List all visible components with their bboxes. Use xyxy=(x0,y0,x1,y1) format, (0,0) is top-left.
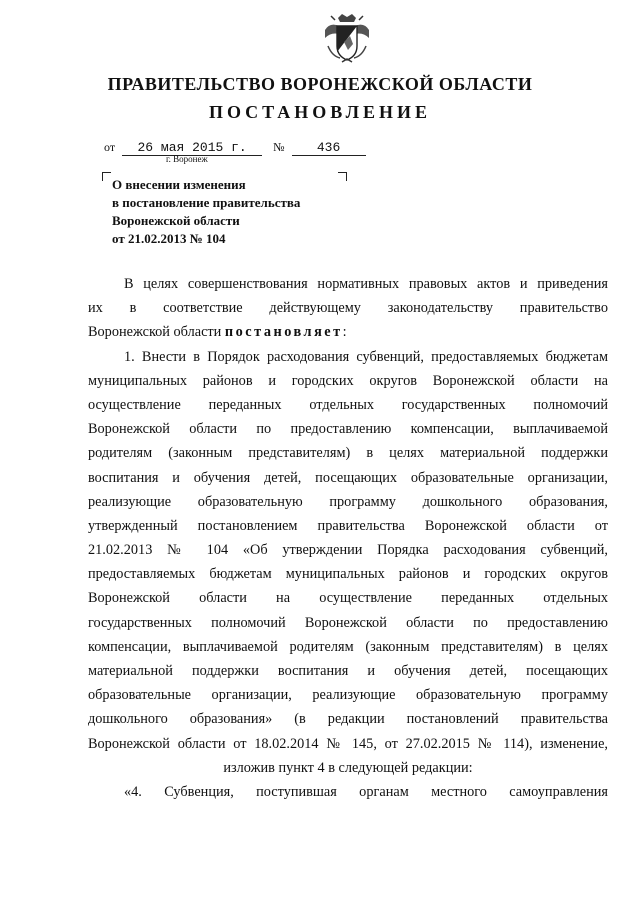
date-prefix: от xyxy=(104,140,116,154)
subject-line: от 21.02.2013 № 104 xyxy=(112,231,226,246)
body-line: муниципальных районов и городских округов Воронежской области на xyxy=(88,372,608,389)
preamble-end: Воронежской области xyxy=(88,324,225,341)
body-line: Воронежской области по предоставлению компенсации, выплачиваемой xyxy=(88,421,608,438)
body-line: государственных полномочий Воронежской области по предоставлению xyxy=(88,614,608,631)
body-line: предоставляемых бюджетам муниципальных районов и городских округов xyxy=(88,566,608,583)
subject-bracket-left xyxy=(102,172,111,181)
body-line: осуществление переданных отдельных государственных полномочий xyxy=(88,396,608,413)
body-line: 1. Внести в Порядок расходования субвенций, предоставляемых бюджетам xyxy=(124,348,608,365)
subject-line: Воронежской области xyxy=(112,213,240,228)
document-type: ПОСТАНОВЛЕНИЕ xyxy=(208,102,432,122)
subject-line: О внесении изменения xyxy=(112,177,246,192)
body-line: воспитания и обучения детей, посещающих образовательные организации, xyxy=(88,469,608,486)
body-line: изложив пункт 4 в следующей редакции: xyxy=(223,759,473,776)
subject-bracket-right xyxy=(338,172,347,181)
decree-colon: : xyxy=(342,324,347,341)
body-line: утвержденный постановлением правительства Воронежской области от xyxy=(88,517,608,534)
date-number-line xyxy=(104,140,366,156)
body-line: Воронежской области от 18.02.2014 № 145, от 27.02.2015 № 114), изменение, xyxy=(88,735,608,752)
city-label: г. Воронеж xyxy=(166,154,208,164)
body-line: их в соответствие действующему законодательству правительство xyxy=(88,300,608,317)
document-body xyxy=(88,272,608,804)
body-line: реализующие образовательную программу дошкольного образования, xyxy=(88,493,608,510)
subject-line: в постановление правительства xyxy=(112,195,301,210)
body-line: материальной поддержки воспитания и обучения детей, посещающих xyxy=(88,663,608,679)
decree-word: постановляет xyxy=(224,324,343,341)
body-line: компенсации, выплачиваемой родителям (законным представителям) в целях xyxy=(88,638,608,655)
body-line: дошкольного образования» (в редакции постановлений правительства xyxy=(88,711,608,728)
document-subject xyxy=(112,176,300,248)
body-line xyxy=(88,320,608,344)
document-date: 26 мая 2015 г. xyxy=(122,140,262,156)
document-number: 436 xyxy=(292,140,366,156)
body-line: 21.02.2013 № 104 «Об утверждении Порядка расходования субвенций, xyxy=(88,542,608,559)
body-line: В целях совершенствования нормативных правовых актов и приведения xyxy=(124,276,608,292)
body-line: «4. Субвенция, поступившая органам местного самоуправления xyxy=(124,783,608,800)
coat-of-arms-emblem xyxy=(322,12,372,66)
number-prefix: № xyxy=(273,140,285,154)
body-line: родителям (законным представителям) в целях материальной поддержки xyxy=(88,445,608,462)
body-line: Воронежской области на осуществление переданных отдельных xyxy=(88,590,608,607)
body-line: образовательные организации, реализующие образовательную программу xyxy=(88,687,608,704)
organization-name: ПРАВИТЕЛЬСТВО ВОРОНЕЖСКОЙ ОБЛАСТИ xyxy=(107,74,533,94)
